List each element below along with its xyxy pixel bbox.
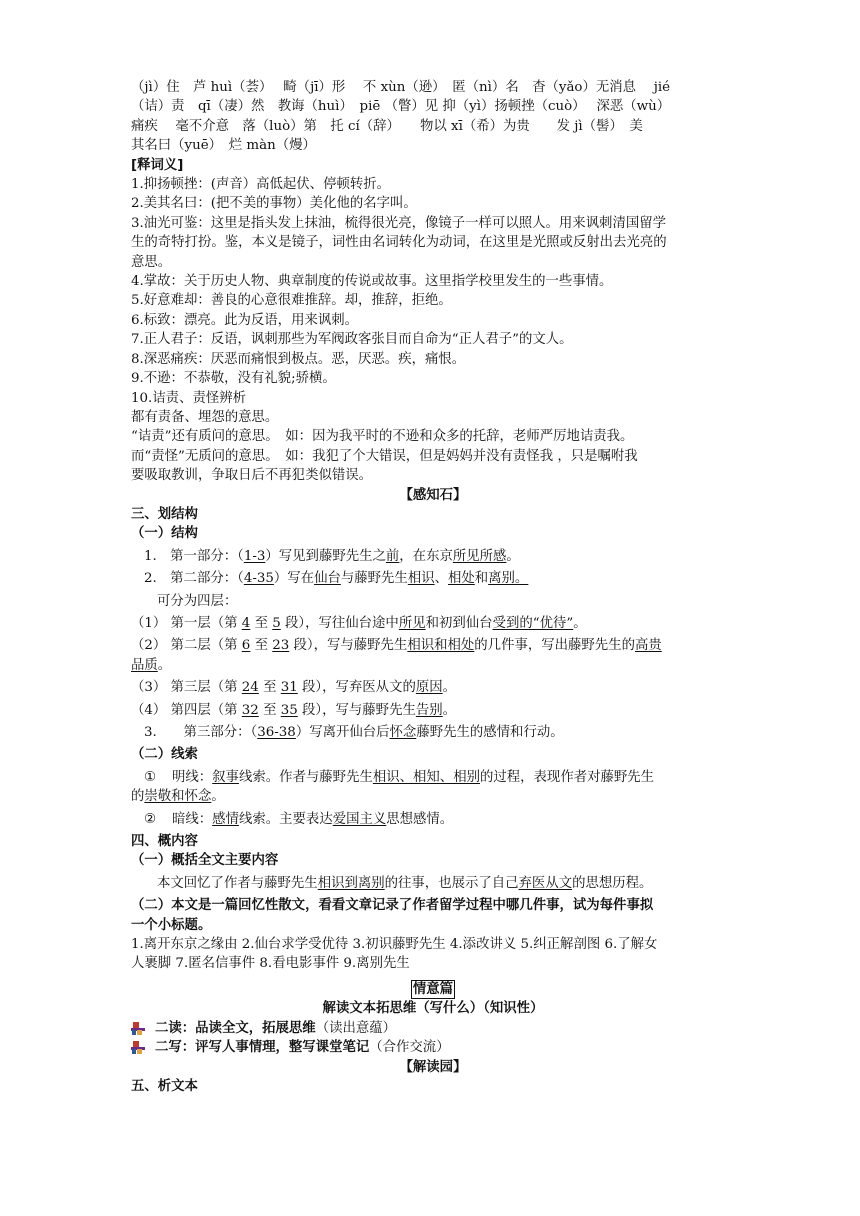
shiciyi-heading: [释词义]	[131, 157, 184, 173]
underlined-text: 高贵	[634, 638, 662, 654]
text: 二写：评写人事情理，整写课堂笔记	[155, 1040, 370, 1056]
text: 至	[250, 615, 273, 631]
text: 的几件事，写出藤野先生的	[474, 638, 635, 654]
underlined-text: 所见所感	[452, 548, 507, 564]
shiciyi-item: 10.诘责、责怪辨析	[131, 390, 247, 406]
text: 解读文本拓思维（写什么）	[322, 1001, 484, 1017]
underlined-text: 离别。	[488, 571, 529, 587]
underlined-text: 原因	[415, 680, 443, 696]
text: ）写在	[273, 571, 315, 587]
text: 本文回忆了作者与藤野先生	[157, 875, 318, 891]
text: 的往事，也展示了自己	[384, 875, 519, 891]
shiciyi-item: 意思。	[131, 254, 172, 270]
underlined-text: 31	[280, 680, 298, 696]
ganzhishi-title: 【感知石】	[399, 487, 467, 503]
underlined-text: 告别	[415, 702, 443, 718]
shiciyi-item: 6.标致：漂亮。此为反语，用来讽刺。	[131, 312, 359, 328]
text: 至	[258, 702, 281, 718]
text: 的	[131, 789, 145, 805]
shiciyi-item: 要吸取教训，争取日后不再犯类似错误。	[131, 468, 373, 484]
underlined-text: 仙台	[314, 571, 341, 587]
text: ）写见到藤野先生之	[265, 548, 386, 564]
section-3-heading: 三、划结构	[131, 506, 198, 522]
underlined-text: 36-38	[257, 725, 296, 740]
text: 。	[573, 615, 587, 631]
underlined-text: 叙事	[212, 769, 239, 785]
book-bullet-icon	[131, 1022, 145, 1035]
text: 段），写往仙台途中	[280, 615, 399, 631]
text: 。	[211, 789, 225, 805]
underlined-text: 6	[241, 638, 251, 654]
events-question-line-1: （二）本文是一篇回忆性散文，看看文章记录了作者留学过程中哪几件事，试为每件事拟	[131, 898, 654, 914]
underlined-text: 相识到离别	[317, 875, 385, 891]
pinyin-line-2: （诘）责 qī（凄）然 教诲（huì） piē （瞥）见 抑（yì）扬顿挫（cuò） 深恶（wù）	[131, 99, 671, 115]
text: 1. 第一部分：（	[144, 548, 244, 564]
underlined-text: 32	[241, 702, 259, 718]
text: 的过程，表现作者对藤野先生	[479, 769, 655, 785]
pinyin-line-1: （jì）住 芦 huì（荟） 畸（jī）形 不 xùn（逊） 匿（nì）名 杳（yǎo）无消息 jié	[131, 80, 671, 95]
pinyin-line-4: 其名曰（yuē） 烂 màn（熳）	[131, 138, 316, 154]
underlined-text: 1-3	[243, 548, 266, 564]
events-line-1: 1.离开东京之缘由 2.仙台求学受优待 3.初识藤野先生 4.添改讲义 5.纠正解剖图 6.了解女	[131, 937, 658, 953]
qingyi-box-row	[131, 980, 735, 999]
underlined-text: 前	[385, 548, 400, 564]
shiciyi-item: 8.深恶痛疾：厌恶而痛恨到极点。恶，厌恶。疾，痛恨。	[131, 351, 466, 367]
text: 2. 第二部分：（	[144, 571, 244, 587]
underlined-text: 4	[241, 615, 251, 631]
text: 段），写弃医从文的	[297, 680, 416, 696]
circled-number: ②	[144, 811, 157, 827]
text: 段），写与藤野先生	[289, 638, 408, 654]
shiciyi-item: 1.抑扬顿挫：(声音）高低起伏、停顿转折。	[131, 177, 391, 193]
underlined-text: 感情	[212, 811, 239, 827]
document-page	[131, 78, 735, 1096]
jiedu-title: 【解读园】	[399, 1059, 467, 1075]
underlined-text: 崇敬和怀念	[144, 789, 212, 805]
text: 二读：品读全文，拓展思维	[155, 1020, 316, 1036]
shiciyi-item: 都有责备、埋怨的意思。	[131, 409, 279, 425]
clue-subheading: （二）线索	[131, 747, 198, 763]
text: 、	[434, 571, 448, 587]
text: ，在东京	[399, 548, 453, 564]
text: 。	[157, 657, 172, 673]
text: 。	[442, 702, 457, 718]
shiciyi-item: 生的奇特打扮。鉴，本义是镜子，词性由名词转化为动词，在这里是光照或反射出去光亮的	[131, 235, 667, 251]
underlined-text: 怀念	[389, 725, 417, 740]
text: （读出意蕴）	[315, 1020, 397, 1036]
shiciyi-item: 5.好意难却：善良的心意很难推辞。却，推辞，拒绝。	[131, 293, 452, 309]
shiciyi-item: 4.掌故：关于历史人物、典章制度的传说或故事。这里指学校里发生的一些事情。	[131, 274, 613, 290]
clue-1-line-cont	[131, 787, 735, 806]
qingyi-title	[131, 999, 735, 1018]
events-line-2: 人裹脚 7.匿名信事件 8.看电影事件 9.离别先生	[131, 956, 410, 972]
section-5-heading: 五、析文本	[131, 1078, 198, 1094]
summary-line	[131, 874, 735, 893]
clue-2-line	[131, 810, 735, 829]
text: 思想感情。	[386, 811, 454, 827]
shiciyi-item: 9.不逊：不恭敬，没有礼貌;骄横。	[131, 371, 336, 387]
text: （知识性）	[483, 1001, 544, 1017]
shiciyi-item: “诘责”还有质问的意思。 如：因为我平时的不逊和众多的托辞，老师严厉地诘责我。	[131, 429, 634, 445]
text: 段），写与藤野先生	[297, 702, 416, 718]
underlined-text: 相处	[447, 571, 475, 587]
clue-1-line	[131, 768, 735, 787]
underlined-text: 受到的“优待”	[492, 615, 574, 631]
part-3-line	[131, 723, 735, 742]
book-bullet-icon	[131, 1041, 145, 1054]
qingyi-box-title: 情意篇	[412, 981, 454, 997]
underlined-text: 所见	[398, 615, 426, 631]
text: 和	[474, 571, 489, 587]
summary-subheading: （一）概括全文主要内容	[131, 853, 279, 869]
underlined-text: 相识、相知、相别	[372, 769, 480, 785]
text: 。	[506, 548, 520, 564]
text: 至	[250, 638, 273, 654]
layer-3-line	[131, 678, 735, 697]
text: 和初到仙台	[425, 615, 493, 631]
write-row	[131, 1038, 735, 1057]
underlined-text: 品质	[131, 657, 158, 673]
underlined-text: 24	[241, 680, 259, 696]
shiciyi-item: 而“责怪”无质问的意思。 如：我犯了个大错误，但是妈妈并没有责怪我 ，只是嘱咐我	[131, 448, 638, 464]
part-2-line	[131, 569, 735, 588]
text: （2） 第二层（第	[131, 638, 242, 654]
read-row	[131, 1019, 735, 1038]
text: （4） 第四层（第	[131, 702, 242, 718]
text: （1） 第一层（第	[131, 615, 242, 631]
underlined-text: 5	[272, 615, 281, 631]
circled-number: ①	[144, 769, 157, 785]
text: 藤野先生的感情和行动。	[416, 725, 564, 740]
text: 与藤野先生	[340, 571, 408, 587]
structure-subheading: （一）结构	[131, 526, 198, 542]
underlined-text: 35	[280, 702, 298, 718]
text: （合作交流）	[369, 1040, 450, 1056]
section-4-heading: 四、概内容	[131, 834, 198, 850]
text: 暗线：	[172, 811, 213, 827]
text: 线索。主要表达	[238, 811, 333, 827]
text: 的思想历程。	[572, 875, 653, 891]
text: （3） 第三层（第	[131, 680, 242, 696]
events-question-line-2: 一个小标题。	[131, 917, 212, 933]
underlined-text: 4-35	[243, 571, 274, 587]
underlined-text: 相识和相处	[407, 638, 475, 654]
text: 。	[442, 680, 457, 696]
layer-4-line	[131, 701, 735, 720]
underlined-text: 23	[272, 638, 290, 654]
part-2-sub: 可分为四层：	[157, 593, 238, 609]
shiciyi-list	[131, 175, 735, 486]
text: 3. 第三部分：（	[144, 725, 258, 740]
pinyin-line-3: 痛疾 毫不介意 落（luò）第 托 cí（辞） 物以 xī（希）为贵 发 jì（髻） 美	[131, 118, 643, 134]
text: 至	[258, 680, 281, 696]
text: ）写离开仙台后	[295, 725, 390, 740]
shiciyi-item: 2.美其名曰：(把不美的事物）美化他的名字叫。	[131, 196, 417, 212]
underlined-text: 爱国主义	[332, 811, 387, 827]
part-1-line	[131, 547, 735, 566]
layer-2-line-cont	[131, 656, 735, 675]
layer-2-line	[131, 636, 735, 655]
layer-1-line	[131, 614, 735, 633]
text: 明线：	[172, 769, 213, 785]
underlined-text: 相识	[407, 571, 435, 587]
shiciyi-item: 3.油光可鉴：这里是指头发上抹油，梳得很光亮，像镜子一样可以照人。用来讽刺清国留学	[131, 215, 667, 231]
underlined-text: 弃医从文	[518, 875, 573, 891]
shiciyi-item: 7.正人君子：反语，讽刺那些为军阀政客张目而自命为“正人君子”的文人。	[131, 332, 573, 348]
text: 线索。作者与藤野先生	[238, 769, 373, 785]
